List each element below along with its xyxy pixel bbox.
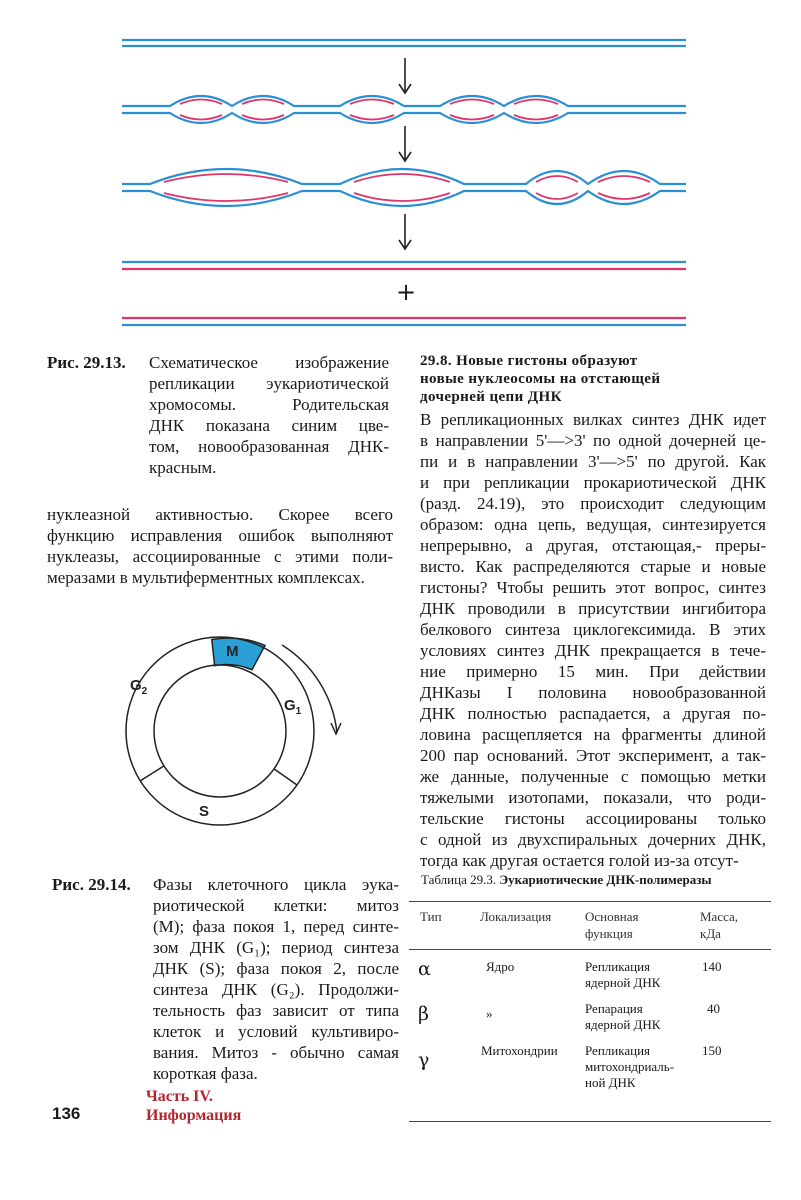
page-number: 136	[52, 1104, 81, 1123]
text-line: нуклеазы, ассоциированные с этими поли-	[47, 547, 393, 566]
text-line: в направлении 5'—>3' по одной дочерней це-	[420, 431, 766, 450]
part-title: Часть IV. Информация	[146, 1088, 242, 1124]
daughter-dna-1	[122, 262, 686, 269]
text-line: короткая фаза.	[153, 1064, 258, 1083]
text-line: (разд. 24.19), это происходит следующим	[420, 494, 766, 513]
header-mass: Масса, кДа	[700, 909, 739, 941]
label-s: S	[199, 803, 210, 820]
text-line: В репликационных вилках синтез ДНК идет	[420, 410, 766, 429]
table-cell-type: γ	[418, 1049, 430, 1071]
text-line: гистоны? Чтобы решить этот вопрос, синтез	[420, 578, 766, 597]
figure-14-caption	[153, 874, 399, 1084]
text-line: хромосомы. Родительская	[149, 395, 389, 414]
text-line: белкового синтеза циклогексимида. В этих	[420, 620, 766, 639]
text-line: образом: одна цепь, ведущая, синтезируется	[420, 515, 766, 534]
table-cell-mass: 150	[702, 1043, 722, 1058]
text-line: тельские гистоны ассоциированы только	[420, 809, 766, 828]
table-cell-mass: 40	[707, 1001, 720, 1016]
label-g2: $G_2$	[130, 677, 148, 697]
text-line: ДНК проводили в присутствии ингибитора	[420, 599, 766, 618]
text-line: ДНКазы I половина новообразованной	[420, 683, 766, 702]
label-m: M	[226, 643, 239, 660]
header-type: Тип	[420, 909, 442, 924]
down-arrow-icon	[399, 214, 411, 249]
text-line: тельность фаз зависит от типа	[153, 1001, 399, 1020]
table-bottom-rule	[409, 1121, 771, 1122]
text-line: пи и в направлении 3'—>5' по другой. Как	[420, 452, 766, 471]
table-cell-function: Репликация митохондриаль- ной ДНК	[585, 1043, 675, 1090]
section-body	[420, 409, 766, 871]
figure-13-label: Рис. 29.13.	[47, 353, 126, 372]
replication-bubbles-row-late	[122, 169, 686, 206]
text-line: 200 пар оснований. Этот эксперимент, а так-	[420, 746, 766, 765]
text-line: новые нуклеосомы на отстающей	[420, 371, 661, 387]
replication-bubbles-row-early	[122, 96, 686, 123]
table-cell-type: β	[418, 1003, 429, 1025]
figure-13-caption	[149, 352, 389, 478]
text-line: вания. Митоз - обычно самая	[153, 1043, 399, 1062]
figure-14-label: Рис. 29.14.	[52, 875, 131, 894]
table-cell-function: Репарация ядерной ДНК	[585, 1001, 661, 1032]
text-line: нуклеазной активностью. Скорее всего	[47, 505, 393, 524]
text-line: клеток и условий культивиро-	[153, 1022, 399, 1041]
text-line: зом ДНК (G₁); период синтеза	[153, 938, 399, 957]
text-line: ловина расщепляется на фрагменты длиной	[420, 725, 766, 744]
text-line: функцию исправления ошибок выполняют	[47, 526, 393, 545]
table-title: Таблица 29.3. Эукариотические ДНК-полимеразы	[421, 872, 712, 887]
parental-dna-row	[122, 40, 686, 46]
text-line: ДНК полностью распадается, а другая по-	[420, 704, 766, 723]
text-line: же данные, полученные с помощью метки	[420, 767, 766, 786]
table-header-rule	[409, 949, 771, 950]
section-heading	[420, 352, 760, 406]
table-cell-location: »	[486, 1006, 493, 1021]
cell-cycle-diagram	[100, 615, 360, 855]
text-line: (M); фаза покоя 1, перед синте-	[153, 917, 399, 936]
text-line: непрерывно, а другая, отстающая,- преры-	[420, 536, 766, 555]
table-cell-location: Ядро	[486, 959, 515, 974]
table-cell-mass: 140	[702, 959, 722, 974]
daughter-dna-2	[122, 318, 686, 325]
text-line: ДНК показана синим цве-	[149, 416, 389, 435]
text-line: с одной из двухспиральных дочерних ДНК,	[420, 830, 766, 849]
text-line: Схематическое изображение	[149, 353, 389, 372]
table-cell-function: Репликация ядерной ДНК	[585, 959, 661, 990]
text-line: меразами в мультиферментных комплексах.	[47, 568, 365, 587]
table-top-rule	[409, 901, 771, 902]
left-paragraph	[47, 504, 393, 588]
text-line: 29.8. Новые гистоны образуют	[420, 353, 638, 369]
plus-sign: +	[396, 278, 417, 306]
text-line: условиях синтез ДНК прекращается в тече-	[420, 641, 766, 660]
text-line: дочерней цепи ДНК	[420, 389, 562, 405]
text-line: тогда как другая остается голой из-за отсут-	[420, 851, 739, 870]
text-line: красным.	[149, 458, 217, 477]
down-arrow-icon	[399, 126, 411, 161]
text-line: синтеза ДНК (G₂). Продолжи-	[153, 980, 399, 999]
text-line: риотической клетки: митоз	[153, 896, 399, 915]
header-location: Локализация	[480, 909, 552, 924]
table-cell-type: α	[418, 958, 431, 980]
cycle-direction-arrow-icon	[282, 645, 337, 733]
text-line: тяжелыми изотопами, показали, что роди-	[420, 788, 766, 807]
text-line: репликации эукариотической	[149, 374, 389, 393]
text-line: висто. Как распределяются старые и новые	[420, 557, 766, 576]
text-line: том, новообразованная ДНК-	[149, 437, 389, 456]
text-line: и при репликации прокариотической ДНК	[420, 473, 766, 492]
table-cell-location: Митохондрии	[481, 1043, 558, 1058]
text-line: Фазы клеточного цикла эука-	[153, 875, 399, 894]
label-g1: $G_1$	[284, 697, 302, 717]
text-line: ние примерно 15 мин. При действии	[420, 662, 766, 681]
text-line: ДНК (S); фаза покоя 2, после	[153, 959, 399, 978]
header-function: Основная функция	[585, 909, 639, 941]
down-arrow-icon	[399, 58, 411, 93]
